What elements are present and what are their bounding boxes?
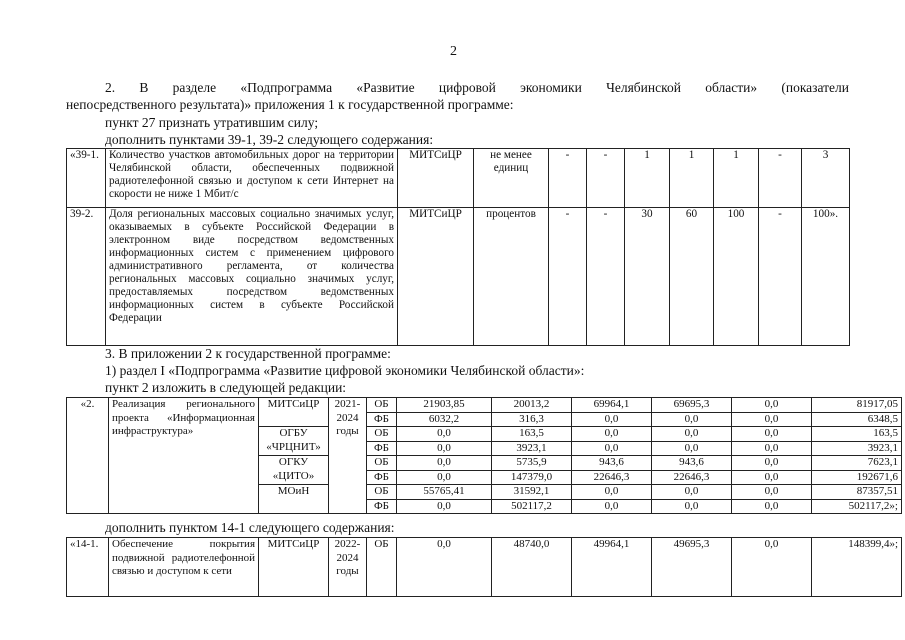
funding-source: ФБ <box>367 441 397 456</box>
value-cell: 22646,3 <box>652 470 732 485</box>
value-cell: 3 <box>802 149 850 208</box>
value-cell: 6348,5 <box>812 412 902 427</box>
paragraph-add-14-1: дополнить пунктом 14-1 следующего содержания: <box>105 520 395 535</box>
value-cell: 0,0 <box>732 441 812 456</box>
value-cell: 69964,1 <box>572 398 652 413</box>
value-cell: 49695,3 <box>652 538 732 597</box>
years: 2022-2024 годы <box>329 538 367 597</box>
value-cell: 163,5 <box>492 427 572 442</box>
funding-source: ФБ <box>367 412 397 427</box>
row-number: «39-1. <box>67 149 106 208</box>
value-cell: 60 <box>670 208 714 346</box>
value-cell: 20013,2 <box>492 398 572 413</box>
value-cell: 81917,05 <box>812 398 902 413</box>
value-cell: 100». <box>802 208 850 346</box>
value-cell: 0,0 <box>397 499 492 514</box>
responsible-org: МИТСиЦР <box>259 398 329 427</box>
value-cell: 502117,2 <box>492 499 572 514</box>
funding-source: ОБ <box>367 485 397 500</box>
unit: не менее единиц <box>474 149 549 208</box>
value-cell: 0,0 <box>732 538 812 597</box>
value-cell: 943,6 <box>652 456 732 471</box>
funding-source: ОБ <box>367 398 397 413</box>
value-cell: 0,0 <box>652 499 732 514</box>
value-cell: 0,0 <box>732 456 812 471</box>
value-cell: 6032,2 <box>397 412 492 427</box>
row-number: «2. <box>67 398 109 514</box>
indicators-table <box>66 148 850 346</box>
value-cell: - <box>549 208 587 346</box>
value-cell: - <box>759 149 802 208</box>
value-cell: 0,0 <box>397 538 492 597</box>
funding-source: ОБ <box>367 538 397 597</box>
paragraph-2-text: 2. В разделе «Подпрограмма «Развитие цифровой экономики Челябинской области» (показатели <box>105 80 849 95</box>
value-cell: 55765,41 <box>397 485 492 500</box>
paragraph-item-2: пункт 2 изложить в следующей редакции: <box>105 380 347 395</box>
value-cell: 100 <box>714 208 759 346</box>
paragraph-3-1: 1) раздел I «Подпрограмма «Развитие цифровой экономики Челябинской области»: <box>105 363 585 378</box>
value-cell: 0,0 <box>732 412 812 427</box>
value-cell: 49964,1 <box>572 538 652 597</box>
measure-name: Обеспечение покрытия подвижной радиотелефонной связью и доступом к сети <box>109 538 259 597</box>
value-cell: 147379,0 <box>492 470 572 485</box>
row-number: «14-1. <box>67 538 109 597</box>
value-cell: 163,5 <box>812 427 902 442</box>
value-cell: 1 <box>670 149 714 208</box>
value-cell: 0,0 <box>572 499 652 514</box>
indicator-description: Количество участков автомобильных дорог на территории Челябинской области, обеспеченных подвижной радиотелефонной связью и доступом к сети Интернет на скорости не ниже 1 Мбит/с <box>106 149 398 208</box>
measure-name: Реализация регионального проекта «Информационная инфраструктура» <box>109 398 259 514</box>
table-row <box>67 149 850 208</box>
indicator-description: Доля региональных массовых социально значимых услуг, оказываемых в субъекте Российской Федерации в электронном виде посредством ведомственных информационных систем с применением цифрового административного регламента, от количества региональных массовых социально значимых услуг, предоставляемых посредством ведомственных информационных систем в субъекте Российской Федерации <box>106 208 398 346</box>
value-cell: 0,0 <box>397 441 492 456</box>
paragraph-2-line-1 <box>105 80 849 96</box>
paragraph-3: 3. В приложении 2 к государственной программе: <box>105 346 391 361</box>
years: 2021-2024 годы <box>329 398 367 514</box>
value-cell: 48740,0 <box>492 538 572 597</box>
value-cell: 22646,3 <box>572 470 652 485</box>
funding-source: ФБ <box>367 470 397 485</box>
value-cell: - <box>549 149 587 208</box>
responsible-org: МИТСиЦР <box>398 208 474 346</box>
value-cell: 0,0 <box>572 412 652 427</box>
funding-table <box>66 397 902 514</box>
value-cell: - <box>587 208 625 346</box>
paragraph-2-line-2: непосредственного результата)» приложения 1 к государственной программе: <box>66 97 514 112</box>
table-row <box>67 398 902 413</box>
paragraph-item-27: пункт 27 признать утратившим силу; <box>105 115 319 130</box>
value-cell: 0,0 <box>732 427 812 442</box>
value-cell: - <box>587 149 625 208</box>
value-cell: 0,0 <box>732 485 812 500</box>
value-cell: 5735,9 <box>492 456 572 471</box>
value-cell: 3923,1 <box>492 441 572 456</box>
unit: процентов <box>474 208 549 346</box>
funding-source: ОБ <box>367 427 397 442</box>
value-cell: 0,0 <box>397 470 492 485</box>
responsible-org: МИТСиЦР <box>398 149 474 208</box>
value-cell: 192671,6 <box>812 470 902 485</box>
value-cell: 0,0 <box>572 485 652 500</box>
value-cell: 0,0 <box>652 441 732 456</box>
value-cell: 0,0 <box>397 427 492 442</box>
value-cell: 0,0 <box>732 499 812 514</box>
value-cell: 0,0 <box>397 456 492 471</box>
funding-source: ОБ <box>367 456 397 471</box>
value-cell: 87357,51 <box>812 485 902 500</box>
table-row <box>67 208 850 346</box>
value-cell: 1 <box>714 149 759 208</box>
value-cell: - <box>759 208 802 346</box>
funding-source: ФБ <box>367 499 397 514</box>
value-cell: 316,3 <box>492 412 572 427</box>
value-cell: 30 <box>625 208 670 346</box>
paragraph-add-39: дополнить пунктами 39-1, 39-2 следующего содержания: <box>105 132 434 147</box>
table-row <box>67 538 902 597</box>
value-cell: 0,0 <box>732 398 812 413</box>
page-number: 2 <box>450 44 457 59</box>
row-number: 39-2. <box>67 208 106 346</box>
responsible-org: МИТСиЦР <box>259 538 329 597</box>
responsible-org: МОиН <box>259 485 329 514</box>
value-cell: 1 <box>625 149 670 208</box>
responsible-org: ОГКУ «ЦИТО» <box>259 456 329 485</box>
value-cell: 21903,85 <box>397 398 492 413</box>
value-cell: 943,6 <box>572 456 652 471</box>
value-cell: 0,0 <box>572 427 652 442</box>
value-cell: 31592,1 <box>492 485 572 500</box>
responsible-org: ОГБУ «ЧРЦНИТ» <box>259 427 329 456</box>
value-cell: 0,0 <box>732 470 812 485</box>
value-cell: 3923,1 <box>812 441 902 456</box>
value-cell: 0,0 <box>652 427 732 442</box>
funding-table-14-1 <box>66 537 902 597</box>
value-cell: 7623,1 <box>812 456 902 471</box>
value-cell: 0,0 <box>652 485 732 500</box>
value-cell: 0,0 <box>652 412 732 427</box>
value-cell: 0,0 <box>572 441 652 456</box>
value-cell: 148399,4»; <box>812 538 902 597</box>
value-cell: 69695,3 <box>652 398 732 413</box>
value-cell: 502117,2»; <box>812 499 902 514</box>
